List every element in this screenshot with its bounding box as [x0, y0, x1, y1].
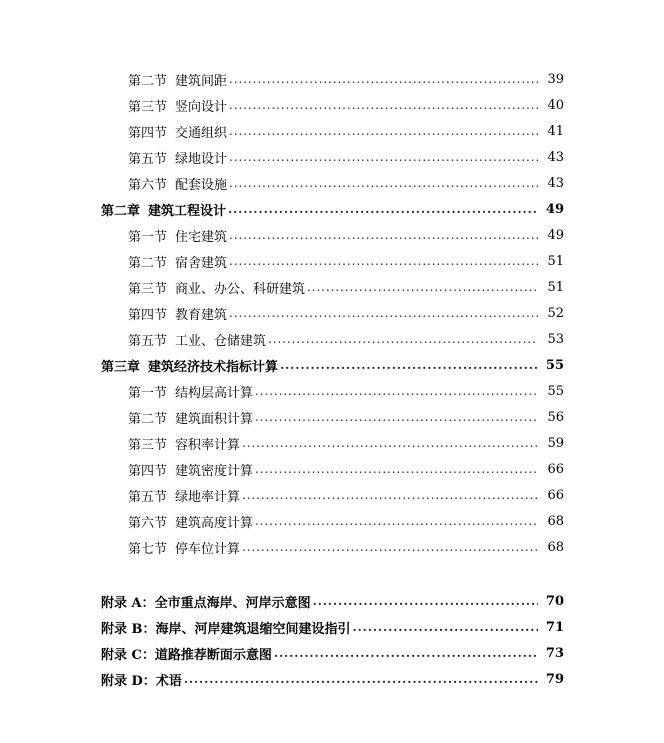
- toc-section-entry[interactable]: [0, 302, 664, 324]
- dot-leader: [242, 538, 538, 556]
- entry-label: [101, 670, 184, 689]
- entry-label: [128, 460, 255, 479]
- toc-appendix-entry[interactable]: [0, 616, 664, 638]
- entry-label: [128, 330, 268, 349]
- dot-leader: [255, 408, 538, 426]
- toc-section-entry[interactable]: [0, 172, 664, 194]
- toc-section-entry[interactable]: [0, 328, 664, 350]
- entry-number: 第四节: [128, 307, 168, 323]
- toc-section-entry[interactable]: [0, 120, 664, 142]
- entry-page-number: 71: [545, 619, 564, 635]
- entry-number: 第三节: [128, 437, 168, 453]
- entry-number: 第二章: [101, 203, 141, 219]
- entry-label: [128, 434, 242, 453]
- entry-title: 建筑面积计算: [175, 411, 254, 427]
- dot-leader: [274, 644, 538, 662]
- entry-label: [101, 356, 280, 375]
- entry-number: 第三章: [101, 359, 141, 375]
- entry-title: 工业、仓储建筑: [175, 333, 267, 349]
- entry-page-number: 68: [547, 513, 564, 529]
- entry-label: [128, 486, 242, 505]
- entry-title: 绿地设计: [175, 151, 228, 167]
- dot-leader: [242, 434, 538, 452]
- entry-number: 第五节: [128, 489, 168, 505]
- entry-page-number: 66: [547, 487, 564, 503]
- entry-number: 第一节: [128, 385, 168, 401]
- dot-leader: [268, 330, 538, 348]
- entry-title: 住宅建筑: [175, 229, 228, 245]
- entry-number: 第五节: [128, 333, 168, 349]
- toc-section-entry[interactable]: [0, 250, 664, 272]
- entry-title: 术语: [155, 673, 182, 689]
- entry-title: 教育建筑: [175, 307, 228, 323]
- dot-leader: [229, 96, 538, 114]
- entry-label: [128, 538, 242, 557]
- dot-leader: [229, 226, 538, 244]
- entry-title: 建筑密度计算: [175, 463, 254, 479]
- entry-title: 结构层高计算: [175, 385, 254, 401]
- entry-page-number: 55: [545, 357, 564, 373]
- entry-label: [128, 304, 229, 323]
- entry-title: 竖向设计: [175, 99, 228, 115]
- entry-title: 交通组织: [175, 125, 228, 141]
- entry-page-number: 51: [547, 279, 564, 295]
- entry-page-number: 68: [547, 539, 564, 555]
- entry-label: [101, 618, 353, 637]
- dot-leader: [229, 148, 538, 166]
- entry-page-number: 70: [545, 593, 564, 609]
- entry-page-number: 66: [547, 461, 564, 477]
- entry-page-number: 55: [547, 383, 564, 399]
- toc-section-entry[interactable]: [0, 406, 664, 428]
- entry-number: 第五节: [128, 151, 168, 167]
- entry-number: 第二节: [128, 73, 168, 89]
- entry-label: [128, 96, 229, 115]
- toc-section-entry[interactable]: [0, 94, 664, 116]
- dot-leader: [229, 174, 538, 192]
- entry-title: 配套设施: [175, 177, 228, 193]
- entry-label: [101, 644, 274, 663]
- toc-appendix-entry[interactable]: [0, 642, 664, 664]
- entry-page-number: 49: [545, 201, 564, 217]
- entry-label: [128, 512, 255, 531]
- entry-title: 道路推荐断面示意图: [154, 647, 272, 663]
- entry-label: [128, 148, 229, 167]
- entry-page-number: 43: [547, 149, 564, 165]
- dot-leader: [280, 356, 538, 374]
- entry-number: 第三节: [128, 99, 168, 115]
- entry-label: [128, 226, 229, 245]
- entry-number: 附录 B：: [101, 621, 156, 637]
- entry-label: [128, 382, 255, 401]
- entry-title: 容积率计算: [175, 437, 241, 453]
- entry-title: 建筑间距: [175, 73, 228, 89]
- entry-number: 附录 D：: [101, 673, 156, 689]
- dot-leader: [353, 618, 538, 636]
- entry-page-number: 40: [547, 97, 564, 113]
- entry-number: 第六节: [128, 515, 168, 531]
- entry-number: 附录 A：: [101, 595, 155, 611]
- entry-label: [128, 122, 229, 141]
- dot-leader: [228, 200, 538, 218]
- entry-title: 宿舍建筑: [175, 255, 228, 271]
- entry-page-number: 79: [545, 671, 564, 687]
- toc-section-entry[interactable]: [0, 484, 664, 506]
- dot-leader: [313, 592, 538, 610]
- dot-leader: [255, 512, 538, 530]
- entry-label: [128, 278, 307, 297]
- entry-label: [128, 70, 229, 89]
- entry-page-number: 52: [547, 305, 564, 321]
- dot-leader: [242, 486, 538, 504]
- entry-number: 附录 C：: [101, 647, 155, 663]
- toc-section-entry[interactable]: [0, 510, 664, 532]
- dot-leader: [307, 278, 538, 296]
- toc-chapter-entry[interactable]: [0, 354, 664, 376]
- entry-number: 第三节: [128, 281, 168, 297]
- toc-section-entry[interactable]: [0, 536, 664, 558]
- entry-number: 第六节: [128, 177, 168, 193]
- entry-title: 建筑经济技术指标计算: [148, 359, 279, 375]
- dot-leader: [229, 252, 538, 270]
- dot-leader: [229, 70, 538, 88]
- entry-page-number: 73: [545, 645, 564, 661]
- entry-number: 第二节: [128, 255, 168, 271]
- toc-chapter-entry[interactable]: [0, 198, 664, 220]
- entry-title: 全市重点海岸、河岸示意图: [154, 595, 311, 611]
- toc-section-entry[interactable]: [0, 146, 664, 168]
- toc-appendix-entry[interactable]: [0, 668, 664, 690]
- entry-page-number: 53: [547, 331, 564, 347]
- toc-section-entry[interactable]: [0, 276, 664, 298]
- dot-leader: [255, 382, 538, 400]
- entry-page-number: 43: [547, 175, 564, 191]
- entry-label: [128, 252, 229, 271]
- toc-section-entry[interactable]: [0, 380, 664, 402]
- entry-page-number: 39: [547, 71, 564, 87]
- dot-leader: [255, 460, 538, 478]
- dot-leader: [184, 670, 538, 688]
- entry-label: [101, 200, 228, 219]
- entry-title: 建筑工程设计: [148, 203, 227, 219]
- entry-page-number: 49: [547, 227, 564, 243]
- entry-number: 第一节: [128, 229, 168, 245]
- toc-section-entry[interactable]: [0, 68, 664, 90]
- entry-title: 停车位计算: [175, 541, 241, 557]
- entry-number: 第四节: [128, 463, 168, 479]
- toc-section-entry[interactable]: [0, 432, 664, 454]
- entry-title: 海岸、河岸建筑退缩空间建设指引: [155, 621, 351, 637]
- entry-title: 绿地率计算: [175, 489, 241, 505]
- entry-number: 第二节: [128, 411, 168, 427]
- entry-label: [128, 174, 229, 193]
- toc-appendix-entry[interactable]: [0, 590, 664, 612]
- entry-page-number: 59: [547, 435, 564, 451]
- dot-leader: [229, 122, 538, 140]
- entry-label: [128, 408, 255, 427]
- dot-leader: [229, 304, 538, 322]
- toc-section-entry[interactable]: [0, 224, 664, 246]
- entry-page-number: 51: [547, 253, 564, 269]
- entry-label: [101, 592, 313, 611]
- entry-page-number: 41: [547, 123, 564, 139]
- entry-title: 建筑高度计算: [175, 515, 254, 531]
- toc-section-entry[interactable]: [0, 458, 664, 480]
- entry-page-number: 56: [547, 409, 564, 425]
- entry-number: 第四节: [128, 125, 168, 141]
- entry-title: 商业、办公、科研建筑: [175, 281, 306, 297]
- entry-number: 第七节: [128, 541, 168, 557]
